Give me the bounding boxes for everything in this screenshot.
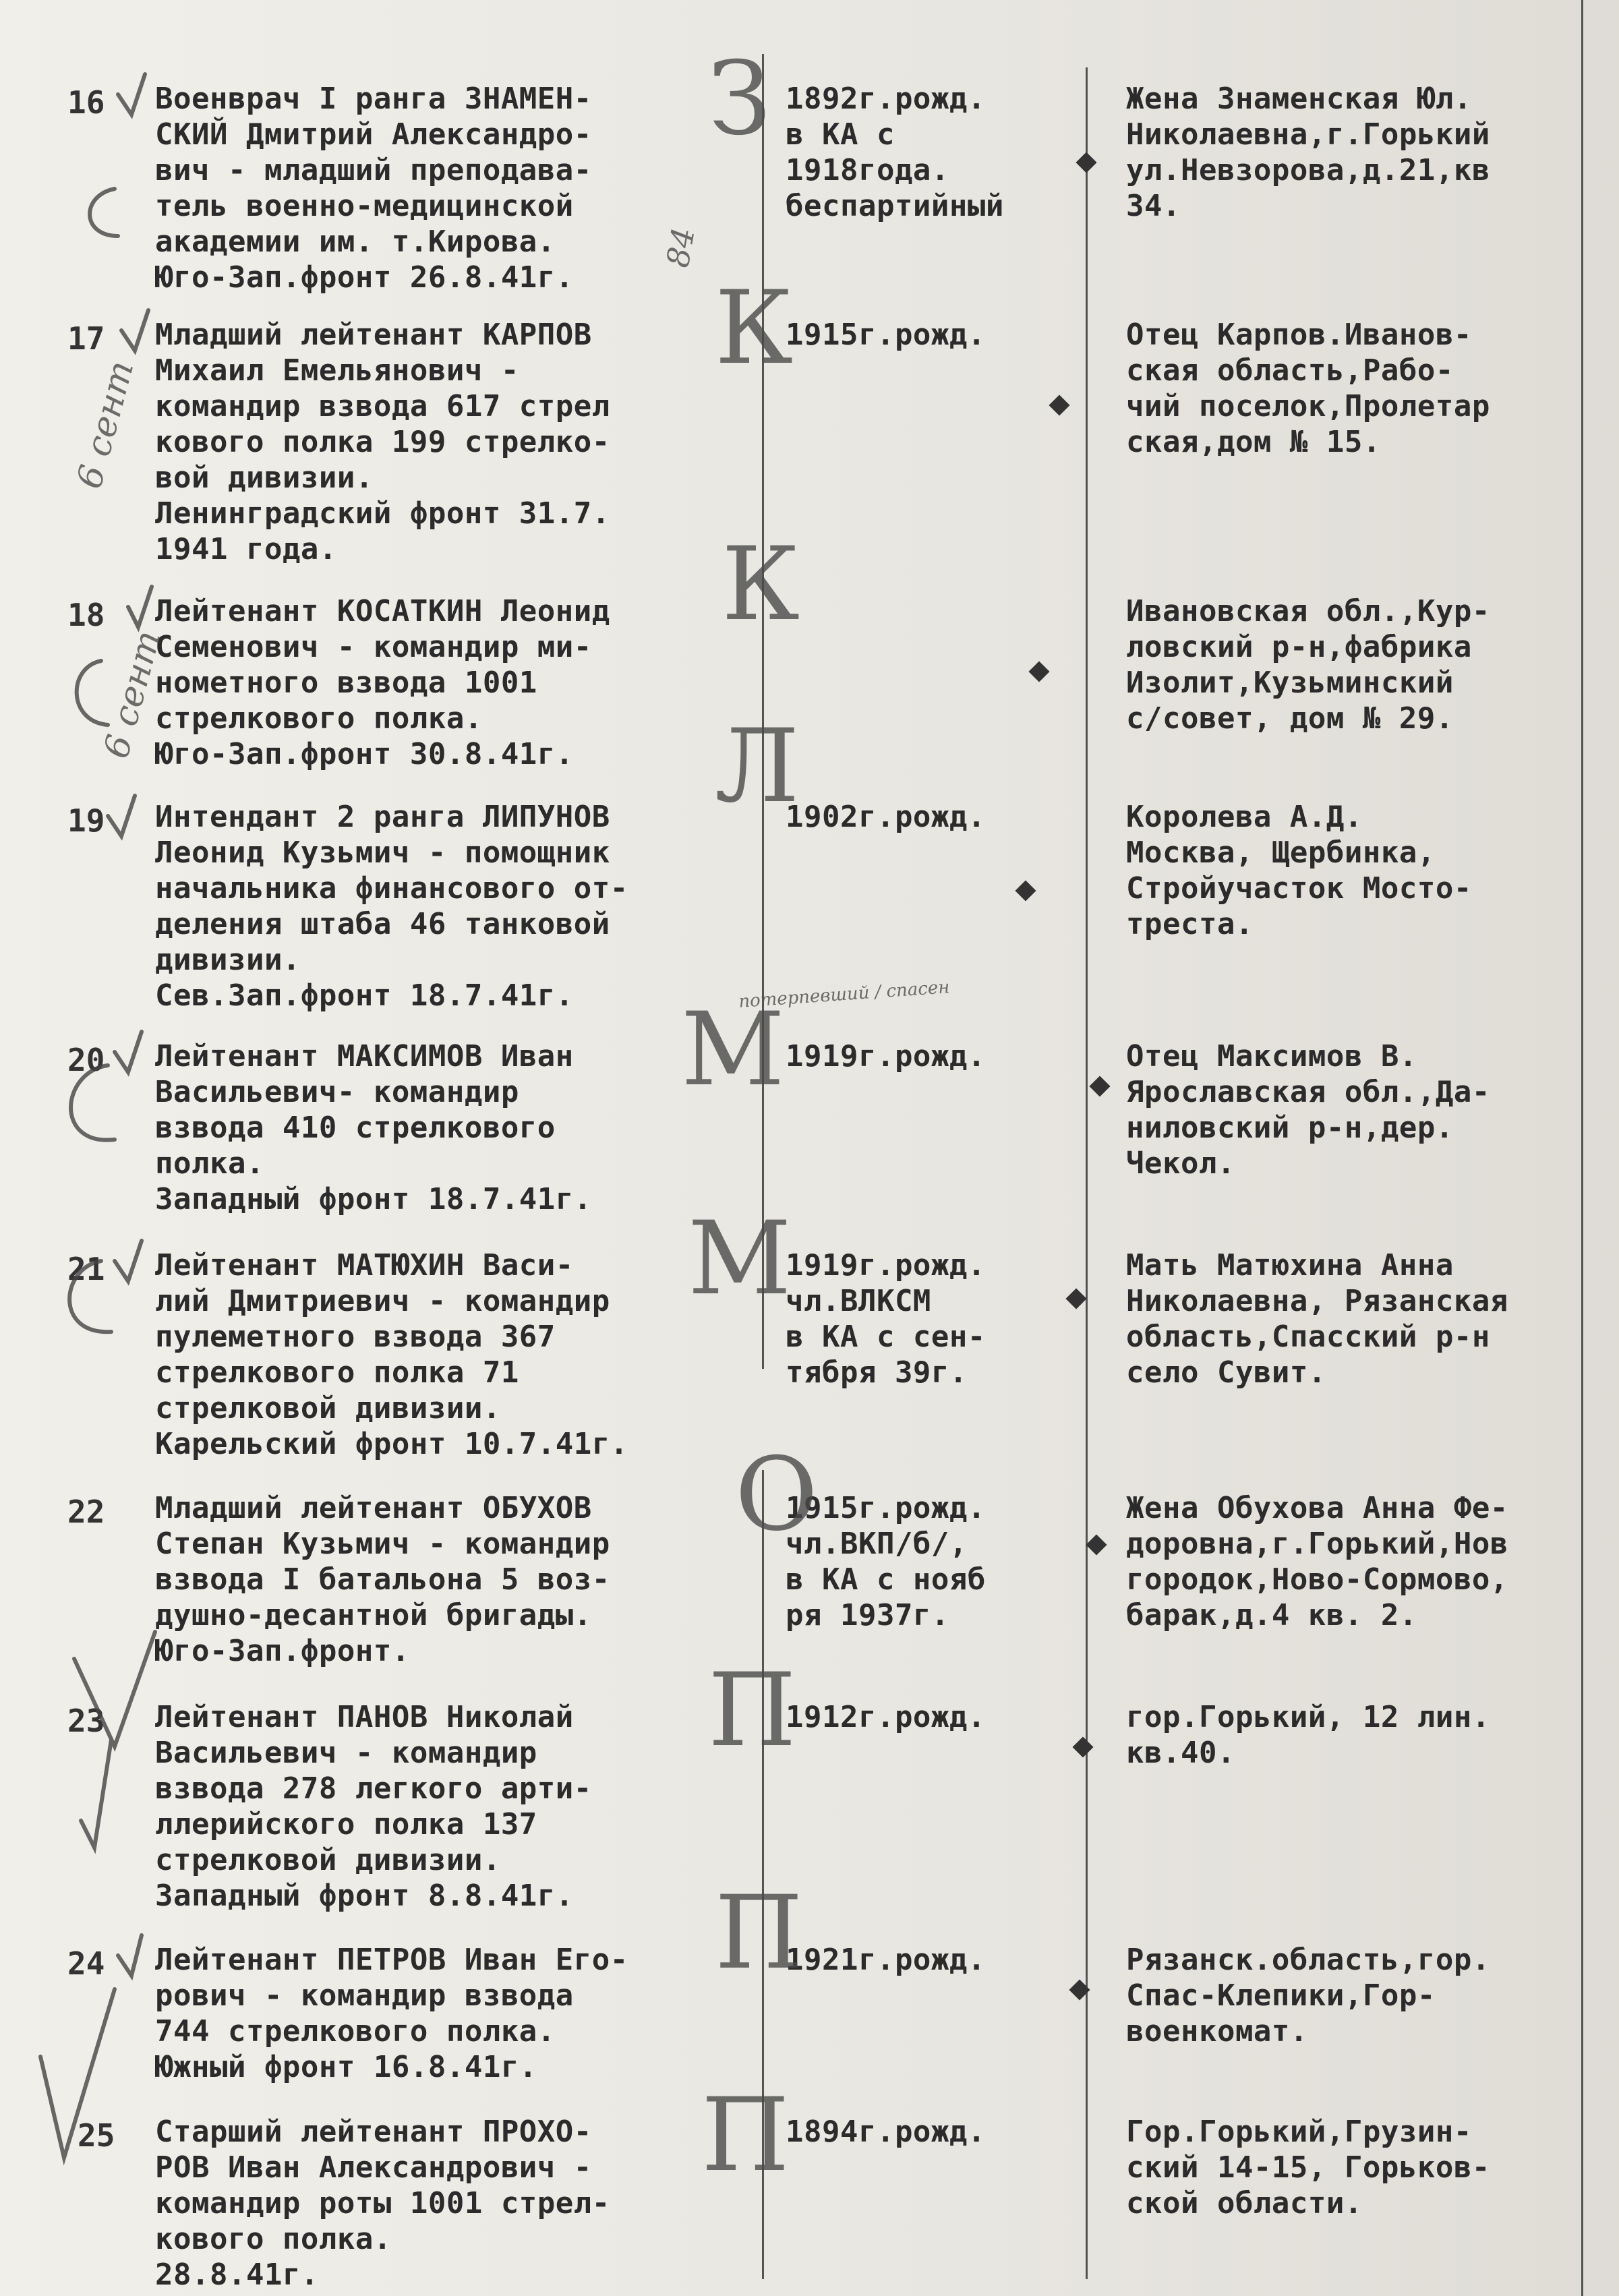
handwritten-note: 84 bbox=[659, 225, 702, 270]
entry-relative: Жена Знаменская Юл. Николаевна,г.Горький ул.Невзорова,д.21,кв 34. bbox=[1126, 82, 1490, 223]
entry-birth: 1912г.рожд. bbox=[786, 1700, 986, 1734]
entry-number: 23 bbox=[67, 1703, 105, 1739]
entry-relative: Отец Карпов.Иванов- ская область,Рабо- чий поселок,Пролетар ская,дом № 15. bbox=[1126, 318, 1490, 459]
c-mark-icon bbox=[69, 1261, 111, 1332]
handwritten-note: 6 сент bbox=[69, 356, 142, 494]
entry-birth: 1894г.рожд. bbox=[786, 2115, 986, 2149]
c-mark-icon bbox=[77, 661, 108, 725]
entry-description: Младший лейтенант КАРПОВ Михаил Емельянович - командир взвода 617 стрел кового полка 199 стрелко- вой дивизии. Ленинградский фронт 31.7. 1941 года. bbox=[155, 318, 610, 566]
entry-birth: 1915г.рожд. чл.ВКП/б/, в КА с нояб ря 1937г. bbox=[786, 1491, 986, 1632]
entry-relative: гор.Горький, 12 лин. кв.40. bbox=[1126, 1700, 1490, 1770]
handwritten-note: 6 сент bbox=[96, 626, 169, 763]
check-icon bbox=[121, 310, 148, 351]
entry-number: 19 bbox=[67, 802, 105, 839]
c-mark-icon bbox=[90, 189, 118, 236]
entry-description: Лейтенант КОСАТКИН Леонид Семенович - командир ми- нометного взвода 1001 стрелкового полка. Юго-Зап.фронт 30.8.41г. bbox=[155, 594, 610, 771]
entry-relative: Отец Максимов В. Ярославская обл.,Да- ниловский р-н,дер. Чекол. bbox=[1126, 1039, 1490, 1181]
entry-relative: Ивановская обл.,Кур- ловский р-н,фабрика Изолит,Кузьминский с/совет, дом № 29. bbox=[1126, 594, 1490, 736]
check-icon bbox=[128, 587, 152, 627]
entry-number: 17 bbox=[67, 320, 105, 357]
handwritten-initial: Л bbox=[715, 708, 800, 825]
check-icon bbox=[118, 74, 145, 115]
entry-number: 22 bbox=[67, 1494, 105, 1530]
check-icon bbox=[115, 1032, 142, 1072]
entry-birth: 1921г.рожд. bbox=[786, 1943, 986, 1977]
entry-number: 20 bbox=[67, 1042, 105, 1078]
entry-description: Лейтенант МАКСИМОВ Иван Васильевич- командир взвода 410 стрелкового полка. Западный фронт 18.7.41г. bbox=[155, 1039, 592, 1216]
entry-description: Военврач I ранга ЗНАМЕН- СКИЙ Дмитрий Александро- вич - младший преподава- тель военно-медицинской академии им. т.Кирова. Юго-Зап.фронт 26.8.41г. bbox=[155, 82, 592, 295]
entry-number: 21 bbox=[67, 1251, 105, 1287]
entry-number: 24 bbox=[67, 1945, 105, 1982]
check-icon bbox=[108, 796, 135, 836]
entry-description: Лейтенант ПАНОВ Николай Васильевич - командир взвода 278 легкого арти- ллерийского полка 137 стрелковой дивизии. Западный фронт 8.8.41г. bbox=[155, 1700, 592, 1913]
entry-birth: 1919г.рожд. чл.ВЛКСМ в КА с сен- тября 39г. bbox=[786, 1248, 986, 1390]
handwritten-initial: М bbox=[681, 991, 785, 1109]
c-mark-icon bbox=[71, 1065, 115, 1140]
entry-birth: 1902г.рожд. bbox=[786, 800, 986, 834]
entry-number: 16 bbox=[67, 84, 105, 121]
entry-relative: Королева А.Д. Москва, Щербинка, Стройучасток Мосто- треста. bbox=[1126, 800, 1472, 941]
entry-relative: Жена Обухова Анна Фе- доровна,г.Горький,Нов городок,Ново-Сормово, барак,д.4 кв. 2. bbox=[1126, 1491, 1508, 1632]
entry-number: 25 bbox=[78, 2117, 115, 2154]
handwritten-initial: О bbox=[735, 1436, 818, 1554]
entry-description: Лейтенант ПЕТРОВ Иван Его- рович - командир взвода 744 стрелкового полка. Южный фронт 16.8.41г. bbox=[155, 1943, 628, 2084]
entry-relative: Гор.Горький,Грузин- ский 14-15, Горьков- ской области. bbox=[1126, 2115, 1490, 2220]
entry-description: Интендант 2 ранга ЛИПУНОВ Леонид Кузьмич - помощник начальника финансового от- деления штаба 46 танковой дивизии. Сев.Зап.фронт 18.7.41г. bbox=[155, 800, 628, 1013]
entry-relative: Мать Матюхина Анна Николаевна, Рязанская область,Спасский р-н село Сувит. bbox=[1126, 1248, 1508, 1390]
entry-birth: 1919г.рожд. bbox=[786, 1039, 986, 1073]
check-icon bbox=[81, 1740, 111, 1848]
handwritten-initial: К bbox=[722, 526, 800, 643]
check-icon bbox=[74, 1632, 155, 1746]
handwritten-initial: К bbox=[715, 270, 794, 387]
entry-description: Старший лейтенант ПРОХО- РОВ Иван Александрович - командир роты 1001 стрел- кового полка. 28.8.41г. bbox=[155, 2115, 610, 2292]
handwritten-initial: П bbox=[701, 2077, 790, 2194]
entry-relative: Рязанск.область,гор. Спас-Клепики,Гор- военкомат. bbox=[1126, 1943, 1490, 2049]
handwritten-note: потерпевший / спасен bbox=[738, 977, 951, 1012]
handwritten-initial: П bbox=[715, 1875, 803, 1992]
check-icon bbox=[40, 1989, 115, 2158]
entry-number: 18 bbox=[67, 597, 105, 633]
handwritten-initial: П bbox=[708, 1652, 796, 1769]
handwritten-initial: З bbox=[708, 40, 771, 158]
entry-description: Младший лейтенант ОБУХОВ Степан Кузьмич - командир взвода I батальона 5 воз- душно-десантной бригады. Юго-Зап.фронт. bbox=[155, 1491, 610, 1668]
entry-birth: 1915г.рожд. bbox=[786, 318, 986, 352]
check-icon bbox=[115, 1241, 142, 1281]
entry-description: Лейтенант МАТЮХИН Васи- лий Дмитриевич - командир пулеметного взвода 367 стрелкового полка 71 стрелковой дивизии. Карельский фронт 10.7.41г. bbox=[155, 1248, 628, 1461]
handwritten-initial: М bbox=[688, 1200, 792, 1318]
entry-birth: 1892г.рожд. в КА с 1918года. беспартийный bbox=[786, 82, 1004, 223]
check-icon bbox=[118, 1935, 142, 1976]
